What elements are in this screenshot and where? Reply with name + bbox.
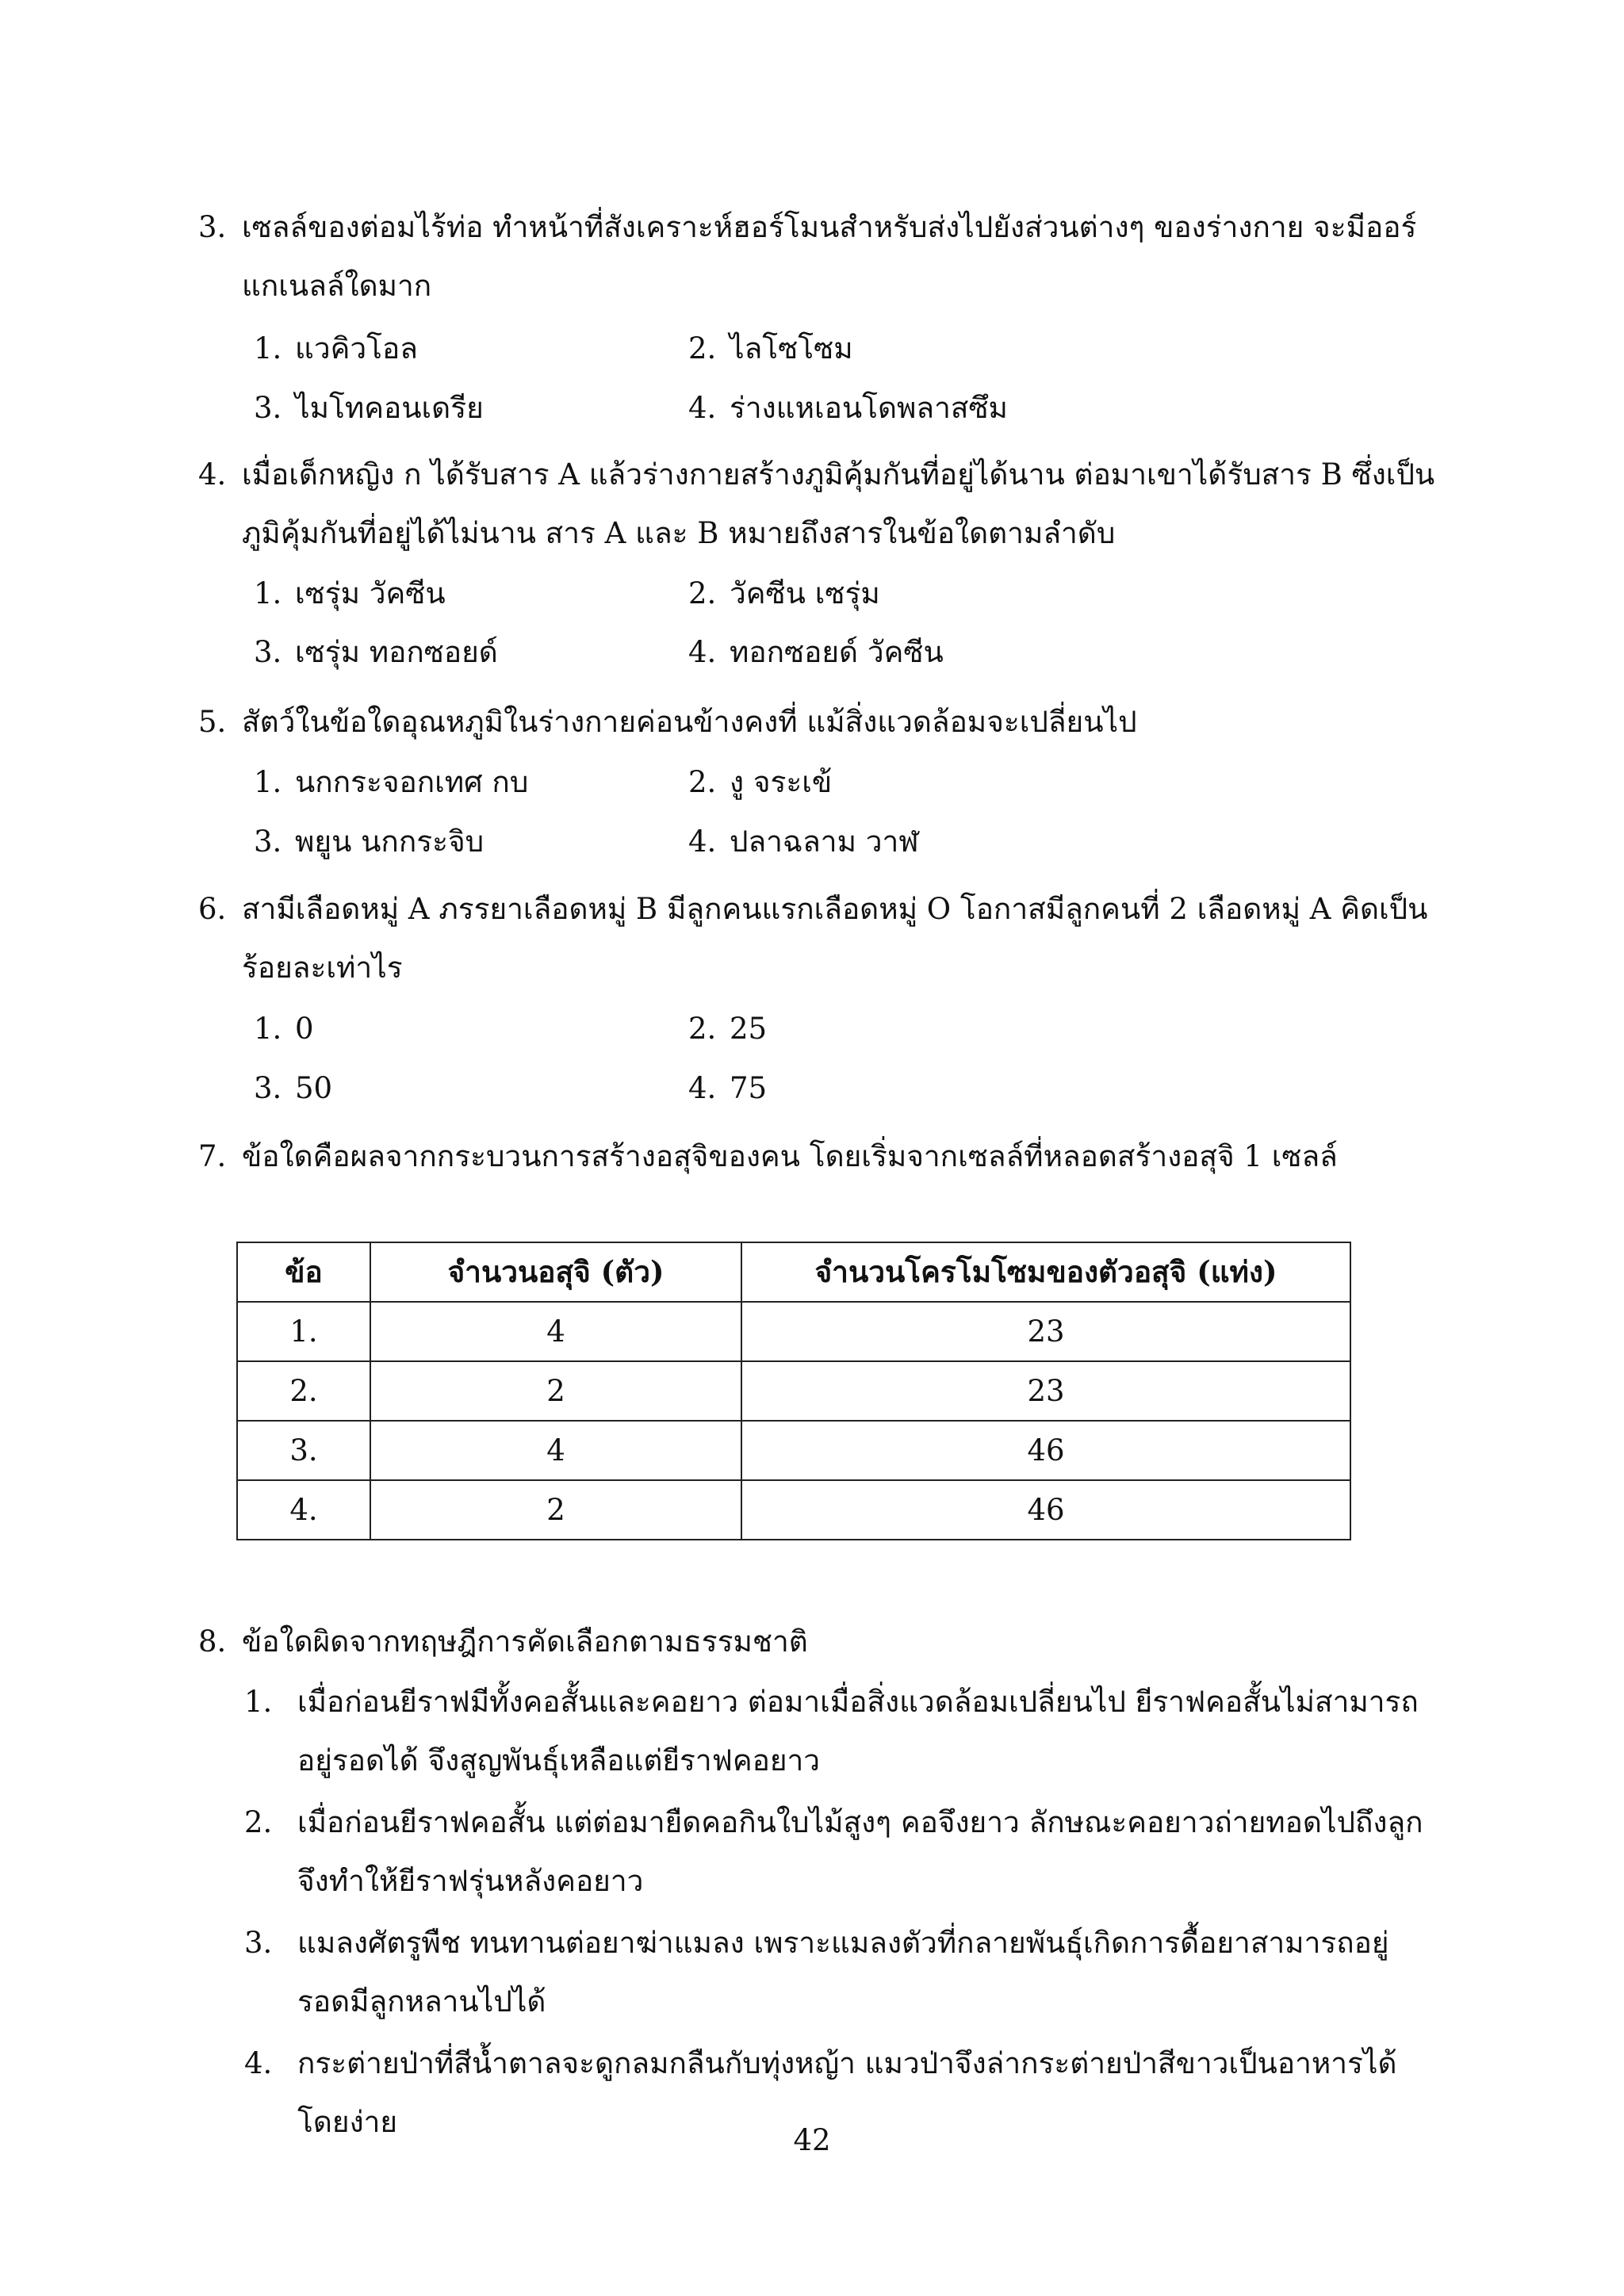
- question-7: [198, 1127, 1435, 1188]
- question-stem: ข้อใดผิดจากทฤษฎีการคัดเลือกตามธรรมชาติ: [242, 1624, 808, 1659]
- question-number: 7.: [198, 1139, 227, 1173]
- option-number: 1.: [254, 331, 282, 365]
- table-cell: 46: [741, 1480, 1350, 1540]
- option-text: เซรุ่ม ทอกซอยด์: [295, 635, 498, 669]
- option-number: 3.: [254, 825, 282, 859]
- option-number: 3.: [254, 1071, 282, 1105]
- question-stem: สัตว์ในข้อใดอุณหภูมิในร่างกายค่อนข้างคงที่ แม้สิ่งแวดล้อมจะเปลี่ยนไป: [242, 705, 1137, 739]
- option-text: เมื่อก่อนยีราฟคอสั้น แต่ต่อมายืดคอกินใบไม้สูงๆ คอจึงยาว ลักษณะคอยาวถ่ายทอดไปถึงลูกจึงทำให้ยีราฟรุ่นหลังคอยาว: [297, 1805, 1423, 1898]
- option-text: ไลโซโซม: [730, 331, 853, 365]
- option-text: 25: [730, 1012, 768, 1046]
- option-number: 3.: [254, 635, 282, 669]
- option-number: 2.: [688, 765, 717, 799]
- option[interactable]: [244, 1914, 1434, 2033]
- table-cell: 2.: [237, 1361, 370, 1421]
- option-text: ปลาฉลาม วาฬ: [730, 825, 919, 859]
- option-text: แมลงศัตรูพืช ทนทานต่อยาฆ่าแมลง เพราะแมลงตัวที่กลายพันธุ์เกิดการดื้อยาสามารถอยู่รอดมีลูกหลานไปได้: [297, 1926, 1389, 2019]
- table-cell: 2: [370, 1361, 741, 1421]
- question-5: [198, 693, 1435, 753]
- option-text: กระต่ายป่าที่สีน้ำตาลจะดูกลมกลืนกับทุ่งหญ้า แมวป่าจึงล่ากระต่ายป่าสีขาวเป็นอาหารได้โดยง่าย: [297, 2046, 1397, 2139]
- question-4: [198, 446, 1435, 564]
- option[interactable]: [688, 320, 853, 378]
- option-number: 2.: [688, 1012, 717, 1046]
- option-text: วัคซีน เซรุ่ม: [730, 576, 880, 610]
- question-number: 8.: [198, 1624, 227, 1659]
- table-row: [237, 1302, 1350, 1361]
- table-cell: 46: [741, 1421, 1350, 1480]
- option[interactable]: [244, 1673, 1434, 1792]
- table-cell: 4.: [237, 1480, 370, 1540]
- option-text: งู จระเข้: [730, 765, 833, 799]
- option[interactable]: [254, 379, 484, 438]
- option-number: 4.: [688, 1071, 717, 1105]
- option-number: 1.: [254, 765, 282, 799]
- question-3: [198, 198, 1435, 317]
- option-text: นกกระจอกเทศ กบ: [295, 765, 529, 799]
- option-text: ไมโทคอนเดรีย: [295, 391, 484, 425]
- option-text: ร่างแหเอนโดพลาสซึม: [730, 391, 1008, 425]
- option[interactable]: [254, 1059, 332, 1118]
- option[interactable]: [244, 2034, 1434, 2139]
- option-number: 2.: [688, 331, 717, 365]
- option-number: 3.: [254, 391, 282, 425]
- question-stem: เซลล์ของต่อมไร้ท่อ ทำหน้าที่สังเคราะห์ฮอร์โมนสำหรับส่งไปยังส่วนต่างๆ ของร่างกาย จะมีออร์แกเนลล์ใดมาก: [242, 210, 1417, 303]
- table-row: [237, 1480, 1350, 1540]
- option[interactable]: [254, 813, 484, 871]
- table-header-row: [237, 1242, 1350, 1302]
- table-cell: 3.: [237, 1421, 370, 1480]
- option[interactable]: [688, 753, 832, 812]
- option[interactable]: [254, 1000, 314, 1058]
- option[interactable]: [688, 1059, 767, 1118]
- option-number: 2.: [688, 576, 717, 610]
- option-text: 75: [730, 1071, 768, 1105]
- option-number: 1.: [244, 1685, 273, 1719]
- table-row: [237, 1361, 1350, 1421]
- option-text: 0: [295, 1012, 314, 1046]
- option-text: พยูน นกกระจิบ: [295, 825, 485, 859]
- question-stem: เมื่อเด็กหญิง ก ได้รับสาร A แล้วร่างกายสร้างภูมิคุ้มกันที่อยู่ได้นาน ต่อมาเขาได้รับสาร B ซึ่งเป็นภูมิคุ้มกันที่อยู่ได้ไม่นาน สาร A และ B หมายถึงสารในข้อใดตามลำดับ: [242, 457, 1435, 550]
- option-number: 2.: [244, 1805, 273, 1839]
- sperm-table: [236, 1242, 1351, 1540]
- option-text: เมื่อก่อนยีราฟมีทั้งคอสั้นและคอยาว ต่อมาเมื่อสิ่งแวดล้อมเปลี่ยนไป ยีราฟคอสั้นไม่สามารถอยู่รอดได้ จึงสูญพันธุ์เหลือแต่ยีราฟคอยาว: [297, 1685, 1419, 1777]
- option-text: ทอกซอยด์ วัคซีน: [730, 635, 944, 669]
- option-number: 4.: [244, 2046, 273, 2080]
- option-number: 4.: [688, 391, 717, 425]
- option-text: 50: [295, 1071, 333, 1105]
- option-text: เซรุ่ม วัคซีน: [295, 576, 446, 610]
- table-row: [237, 1421, 1350, 1480]
- table-header: จำนวนโครโมโซมของตัวอสุจิ (แท่ง): [741, 1242, 1350, 1302]
- option[interactable]: [688, 564, 880, 623]
- question-number: 3.: [198, 210, 227, 244]
- option[interactable]: [254, 564, 446, 623]
- option-number: 4.: [688, 825, 717, 859]
- table-cell: 2: [370, 1480, 741, 1540]
- table-cell: 4: [370, 1302, 741, 1361]
- question-number: 6.: [198, 892, 227, 926]
- option-number: 4.: [688, 635, 717, 669]
- option-number: 3.: [244, 1926, 273, 1960]
- question-6: [198, 880, 1435, 999]
- question-stem: สามีเลือดหมู่ A ภรรยาเลือดหมู่ B มีลูกคนแรกเลือดหมู่ O โอกาสมีลูกคนที่ 2 เลือดหมู่ A คิดเป็นร้อยละเท่าไร: [242, 892, 1428, 985]
- question-stem: ข้อใดคือผลจากกระบวนการสร้างอสุจิของคน โดยเริ่มจากเซลล์ที่หลอดสร้างอสุจิ 1 เซลล์: [242, 1139, 1338, 1173]
- table-cell: 1.: [237, 1302, 370, 1361]
- option[interactable]: [254, 320, 418, 378]
- table-header: จำนวนอสุจิ (ตัว): [370, 1242, 741, 1302]
- table-cell: 23: [741, 1361, 1350, 1421]
- option[interactable]: [244, 1793, 1434, 1912]
- option[interactable]: [688, 813, 919, 871]
- option-number: 1.: [254, 576, 282, 610]
- page-number: 42: [793, 2123, 831, 2157]
- table-cell: 4: [370, 1421, 741, 1480]
- question-number: 5.: [198, 705, 227, 739]
- option-number: 1.: [254, 1012, 282, 1046]
- table-header: ข้อ: [237, 1242, 370, 1302]
- option-text: แวคิวโอล: [295, 331, 418, 365]
- option[interactable]: [688, 623, 944, 682]
- option[interactable]: [254, 623, 498, 682]
- option[interactable]: [688, 1000, 767, 1058]
- option[interactable]: [254, 753, 528, 812]
- question-8: [198, 1613, 1435, 1673]
- question-number: 4.: [198, 457, 227, 492]
- option[interactable]: [688, 379, 1008, 438]
- table-cell: 23: [741, 1302, 1350, 1361]
